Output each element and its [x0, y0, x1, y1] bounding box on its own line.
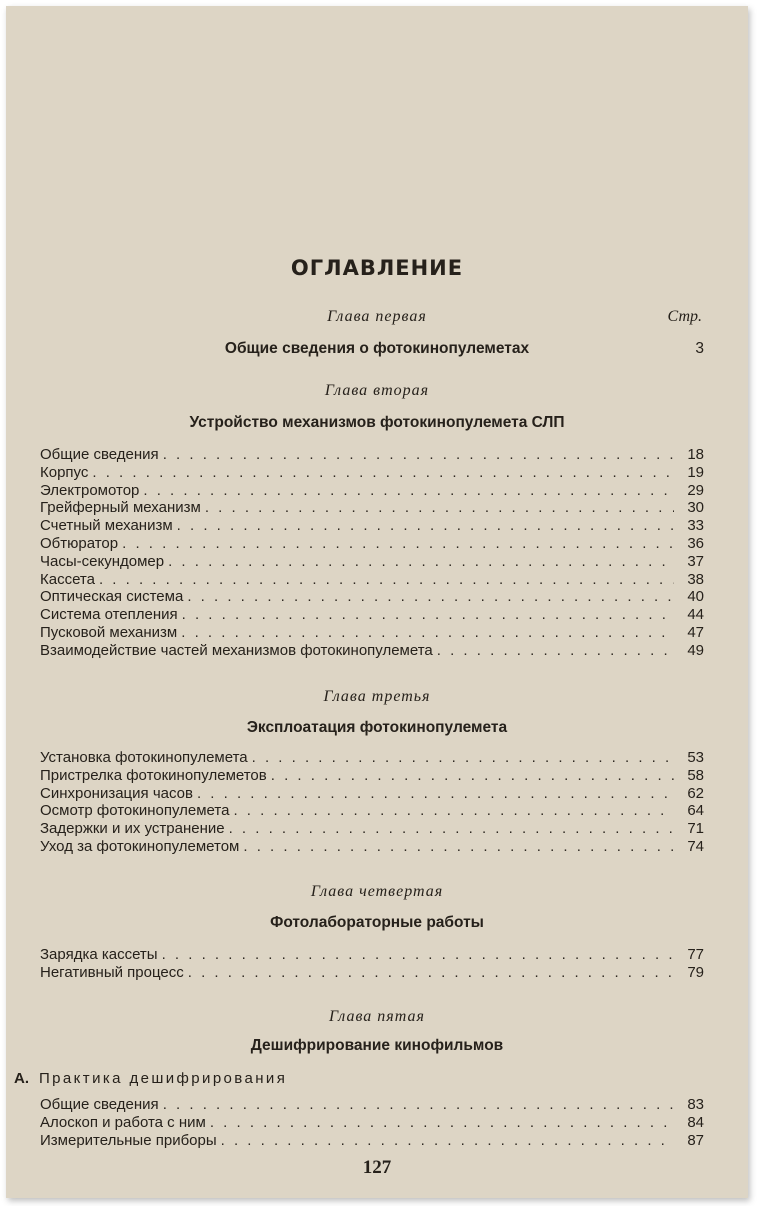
toc-entry-title: Взаимодействие частей механизмов фотокинопулемета: [40, 641, 433, 659]
toc-entry-page: 30: [687, 499, 704, 517]
toc-entry-page: 83: [687, 1096, 704, 1113]
toc-entry-title: Пристрелка фотокинопулеметов: [40, 766, 267, 784]
dot-leader: [188, 964, 674, 982]
toc-entry-title: Система отепления: [40, 606, 178, 624]
chapter-1-label: Глава первая: [327, 308, 427, 325]
chapter-5-label: Глава пятая: [329, 1008, 425, 1025]
toc-entry: [40, 553, 704, 571]
toc-entry: [40, 964, 704, 982]
toc-entry-page: 64: [687, 802, 704, 820]
toc-entry-page: 47: [687, 623, 704, 641]
toc-entry-page: 58: [687, 766, 704, 784]
toc-entry: [40, 606, 704, 624]
toc-entry: [40, 785, 704, 803]
toc-entry-title: Измерительные приборы: [40, 1131, 217, 1149]
section-title: Практика дешифрирования: [39, 1070, 288, 1087]
toc-entry: [40, 838, 704, 856]
toc-entry: [40, 499, 704, 517]
toc-entry-page: 38: [687, 570, 704, 588]
dot-leader: [92, 464, 674, 482]
dot-leader: [205, 499, 674, 517]
toc-entry-title: Синхронизация часов: [40, 784, 193, 802]
toc-entry-page: 71: [687, 820, 704, 838]
toc-entry: [40, 1114, 704, 1132]
toc-entry-title: Обтюратор: [40, 534, 119, 552]
toc-entry-page: 84: [687, 1113, 704, 1131]
book-page: [6, 6, 748, 1198]
dot-leader: [162, 946, 674, 964]
toc-entry-title: Негативный процесс: [40, 963, 184, 981]
dot-leader: [229, 820, 674, 838]
toc-entry: [40, 588, 704, 606]
dot-leader: [271, 767, 674, 785]
contents-title: ОГЛАВЛЕНИЕ: [290, 256, 464, 280]
section-letter: А.: [14, 1070, 29, 1087]
toc-entry-title: Грейферный механизм: [40, 499, 201, 517]
dot-leader: [99, 571, 674, 589]
toc-entry-title: Часы-секундомер: [40, 552, 165, 570]
chapter-1-page: 3: [695, 340, 704, 357]
toc-entry: [40, 482, 704, 500]
chapter-3-label: Глава третья: [323, 688, 431, 705]
chapter-4-entries: [40, 946, 704, 982]
dot-leader: [437, 642, 674, 660]
toc-entry: [40, 767, 704, 785]
toc-entry: [40, 642, 704, 660]
toc-entry-title: Задержки и их устранение: [40, 820, 225, 838]
dot-leader: [182, 606, 674, 624]
toc-entry: [40, 535, 704, 553]
section-heading: [14, 1070, 287, 1087]
dot-leader: [243, 838, 674, 856]
dot-leader: [122, 535, 674, 553]
dot-leader: [187, 588, 674, 606]
toc-entry-title: Оптическая система: [40, 588, 184, 606]
dot-leader: [233, 802, 674, 820]
chapter-3-entries: [40, 749, 704, 856]
chapter-5-title: Дешифрирование кинофильмов: [250, 1037, 504, 1054]
toc-entry-title: Осмотр фотокинопулемета: [40, 802, 230, 820]
toc-entry-title: Электромотор: [40, 481, 140, 499]
toc-entry: [40, 517, 704, 535]
toc-entry: [40, 1132, 704, 1150]
toc-entry-title: Зарядка кассеты: [40, 946, 158, 963]
toc-entry-page: 40: [687, 588, 704, 606]
toc-entry: [40, 1096, 704, 1114]
chapter-2-title: Устройство механизмов фотокинопулемета СЛП: [189, 414, 565, 431]
page-number: 127: [362, 1157, 392, 1178]
toc-entry-page: 19: [687, 463, 704, 481]
toc-entry-title: Общие сведения: [40, 446, 159, 463]
toc-entry-page: 36: [687, 534, 704, 552]
chapter-1-title: Общие сведения о фотокинопулеметах: [224, 340, 530, 357]
toc-entry-title: Корпус: [40, 463, 89, 481]
toc-entry-page: 37: [687, 552, 704, 570]
toc-entry: [40, 624, 704, 642]
toc-entry: [40, 749, 704, 767]
toc-entry: [40, 446, 704, 464]
dot-leader: [163, 1096, 674, 1114]
dot-leader: [143, 482, 674, 500]
toc-entry-page: 29: [687, 481, 704, 499]
dot-leader: [168, 553, 674, 571]
toc-entry-page: 79: [687, 963, 704, 981]
toc-entry-title: Алоскоп и работа с ним: [40, 1113, 206, 1131]
dot-leader: [221, 1132, 674, 1150]
toc-entry-page: 77: [687, 946, 704, 963]
toc-entry-title: Общие сведения: [40, 1096, 159, 1113]
toc-entry: [40, 464, 704, 482]
toc-entry-page: 74: [687, 837, 704, 855]
chapter-4-label: Глава четвертая: [310, 883, 444, 900]
toc-entry-page: 53: [687, 749, 704, 766]
dot-leader: [177, 517, 674, 535]
toc-entry-title: Счетный механизм: [40, 517, 173, 535]
toc-entry-page: 49: [687, 641, 704, 659]
chapter-2-entries: [40, 446, 704, 660]
chapter-5-entries: [40, 1096, 704, 1149]
toc-entry: [40, 946, 704, 964]
toc-entry-title: Уход за фотокинопулеметом: [40, 837, 240, 855]
toc-entry: [40, 802, 704, 820]
toc-entry: [40, 571, 704, 589]
dot-leader: [181, 624, 674, 642]
toc-entry-title: Установка фотокинопулемета: [40, 749, 248, 766]
toc-entry-page: 33: [687, 517, 704, 535]
page-column-label: Стр.: [667, 308, 702, 325]
toc-entry-title: Кассета: [40, 570, 95, 588]
dot-leader: [252, 749, 674, 767]
toc-entry-page: 87: [687, 1131, 704, 1149]
dot-leader: [210, 1114, 674, 1132]
toc-entry-page: 44: [687, 606, 704, 624]
toc-entry-page: 18: [687, 446, 704, 463]
toc-entry-page: 62: [687, 784, 704, 802]
dot-leader: [163, 446, 674, 464]
toc-entry: [40, 820, 704, 838]
chapter-4-title: Фотолабораторные работы: [270, 914, 484, 931]
dot-leader: [197, 785, 674, 803]
toc-entry-title: Пусковой механизм: [40, 623, 178, 641]
chapter-2-label: Глава вторая: [324, 382, 430, 399]
chapter-3-title: Эксплоатация фотокинопулемета: [246, 719, 508, 736]
